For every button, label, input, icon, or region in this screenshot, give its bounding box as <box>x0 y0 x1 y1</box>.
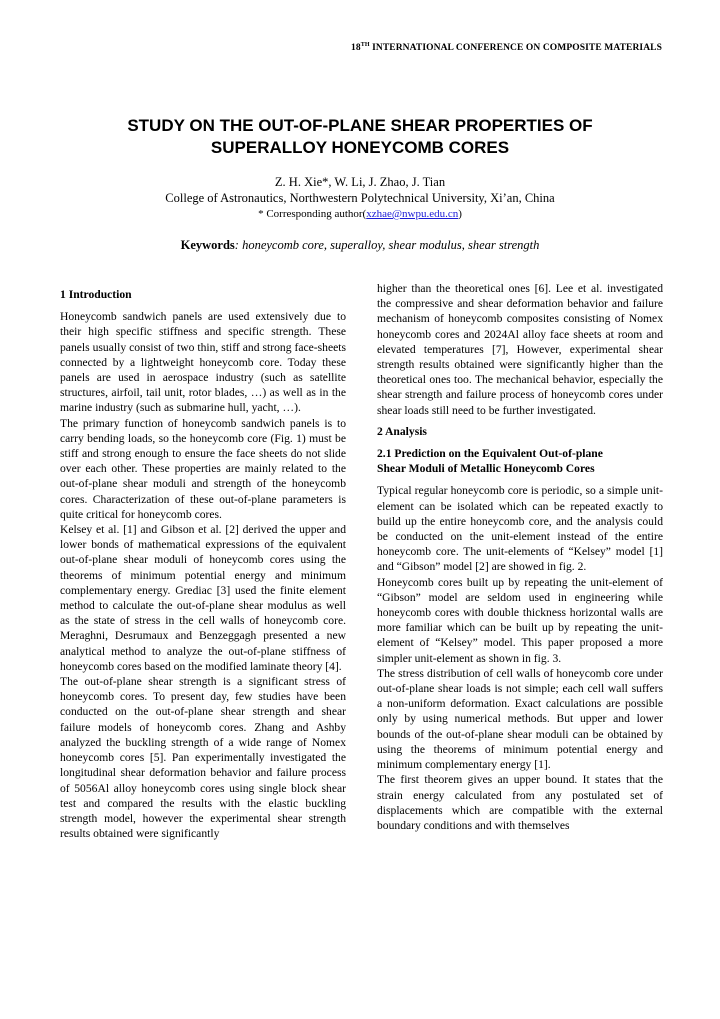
conference-header <box>0 42 720 53</box>
body-paragraph: Honeycomb sandwich panels are used extensively due to their high specific stiffness and specific strength. These panels usually consist of two thin, stiff and strong face-sheets connected by a lightweight honeycomb core. Today these panels are used in aerospace industry (such as satellite structures, airfoil, tail unit, rotor blades, …) as well as in the marine industry (such as submarine hull, yacht, …). <box>60 310 346 415</box>
body-paragraph: The out-of-plane shear strength is a significant stress of honeycomb cores. To present day, few studies have been conducted on the out-of-plane shear strength and shear failure models of honeycomb cores. Zhang and Ashby analyzed the buckling strength of a wide range of Nomex honeycomb cores [5]. Pan experimentally investigated the longitudinal shear deformation behavior and failure process of 5056Al alloy honeycomb cores using single block shear test and compared the results with the elastic buckling strength model, however the experimental shear strength results obtained were significantly <box>60 675 346 841</box>
subsection-heading-line-1: 2.1 Prediction on the Equivalent Out-of-plane <box>377 447 603 461</box>
author-list: Z. H. Xie*, W. Li, J. Zhao, J. Tian <box>274 175 446 189</box>
section-2-heading: 2 Analysis <box>377 424 427 438</box>
paper-title-line-1: STUDY ON THE OUT-OF-PLANE SHEAR PROPERTIES OF <box>127 116 593 135</box>
body-paragraph: The stress distribution of cell walls of honeycomb core under out-of-plane shear loads is not simple; each cell wall suffers a non-uniform deformation. Exact calculations are possible only by using numerical methods. But upper and lower bounds of the out-of-plane shear moduli can be obtained by using the theorems of minimum potential energy and minimum complementary energy [1]. <box>377 666 663 772</box>
affiliation: College of Astronautics, Northwestern Polytechnical University, Xi’an, China <box>165 191 555 205</box>
right-column <box>377 281 663 833</box>
corresponding-prefix: * Corresponding author( <box>258 208 367 220</box>
subsection-heading-line-2: Shear Moduli of Metallic Honeycomb Cores <box>377 462 595 476</box>
paper-title-line-2: SUPERALLOY HONEYCOMB CORES <box>210 138 510 157</box>
body-paragraph: Kelsey et al. [1] and Gibson et al. [2] derived the upper and lower bonds of mathematical expressions of the equivalent out-of-plane shear moduli of honeycomb cores using the theorems of minimum potential energy and minimum complementary energy. Grediac [3] used the finite element method to calculate the out-of-plane shear modulus as well as the state of stress in the cell walls of honeycomb core. Meraghni, Desrumaux and Benzeggagh presented a new analytical method to analyze the out-of-plane stiffness of honeycomb cores based on the modified laminate theory [4]. <box>60 523 346 673</box>
body-paragraph: The primary function of honeycomb sandwich panels is to carry bending loads, so the honeycomb core (Fig. 1) must be stiff and strong enough to ensure the face sheets do not slide over each other. These properties are mainly related to the out-of-plane shear moduli and strength of the honeycomb cores. Characterization of these out-of-plane parameters is quite critical for honeycomb cores. <box>60 416 346 521</box>
corresponding-author <box>60 207 660 222</box>
subsection-2-1-heading <box>377 446 663 476</box>
corresponding-email-link[interactable]: xzhae@nwpu.edu.cn <box>366 208 459 220</box>
body-paragraph: The first theorem gives an upper bound. It states that the strain energy calculated from any postulated set of displacements which are compatible with the external boundary conditions and with themselves <box>377 773 663 832</box>
conference-number: 18 <box>351 43 361 54</box>
keywords <box>40 238 680 253</box>
body-paragraph: Typical regular honeycomb core is periodic, so a simple unit-element can be isolated which can be repeated exactly to build up the entire honeycomb core, and the analysis could be conducted on the unit-element instead of the entire honeycomb core. The unit-elements of “Kelsey” model [1] and “Gibson” model [2] are showed in fig. 2. <box>377 484 663 574</box>
conference-ordinal-suffix: TH <box>360 42 370 48</box>
body-paragraph-continuation: higher than the theoretical ones [6]. Lee et al. investigated the compressive and shear deformation behavior and failure mechanism of honeycomb composites consisting of Nomex honeycomb cores and 2024Al alloy face sheets at room and elevated temperatures [7], However, experimental shear strength results obtained were significantly higher than the theoretical ones too. The mechanical behavior, especially the shear strength and failure process of honeycomb cores under shear loads still need to be further investigated. <box>377 282 663 417</box>
paper-title <box>60 115 660 159</box>
left-column <box>60 287 346 841</box>
keywords-label: Keywords <box>180 238 235 252</box>
keywords-text: : honeycomb core, superalloy, shear modulus, shear strength <box>234 238 540 252</box>
body-paragraph: Honeycomb cores built up by repeating the unit-element of “Gibson” model are seldom used in engineering while honeycomb cores with double thickness horizontal walls are more familiar which can be built up by repeating the unit-element of “Kelsey” model. This paper proposed a more simpler unit-element as shown in fig. 3. <box>377 575 663 665</box>
corresponding-suffix: ) <box>458 208 462 220</box>
section-1-heading: 1 Introduction <box>60 288 132 301</box>
conference-name: INTERNATIONAL CONFERENCE ON COMPOSITE MATERIALS <box>369 43 662 54</box>
